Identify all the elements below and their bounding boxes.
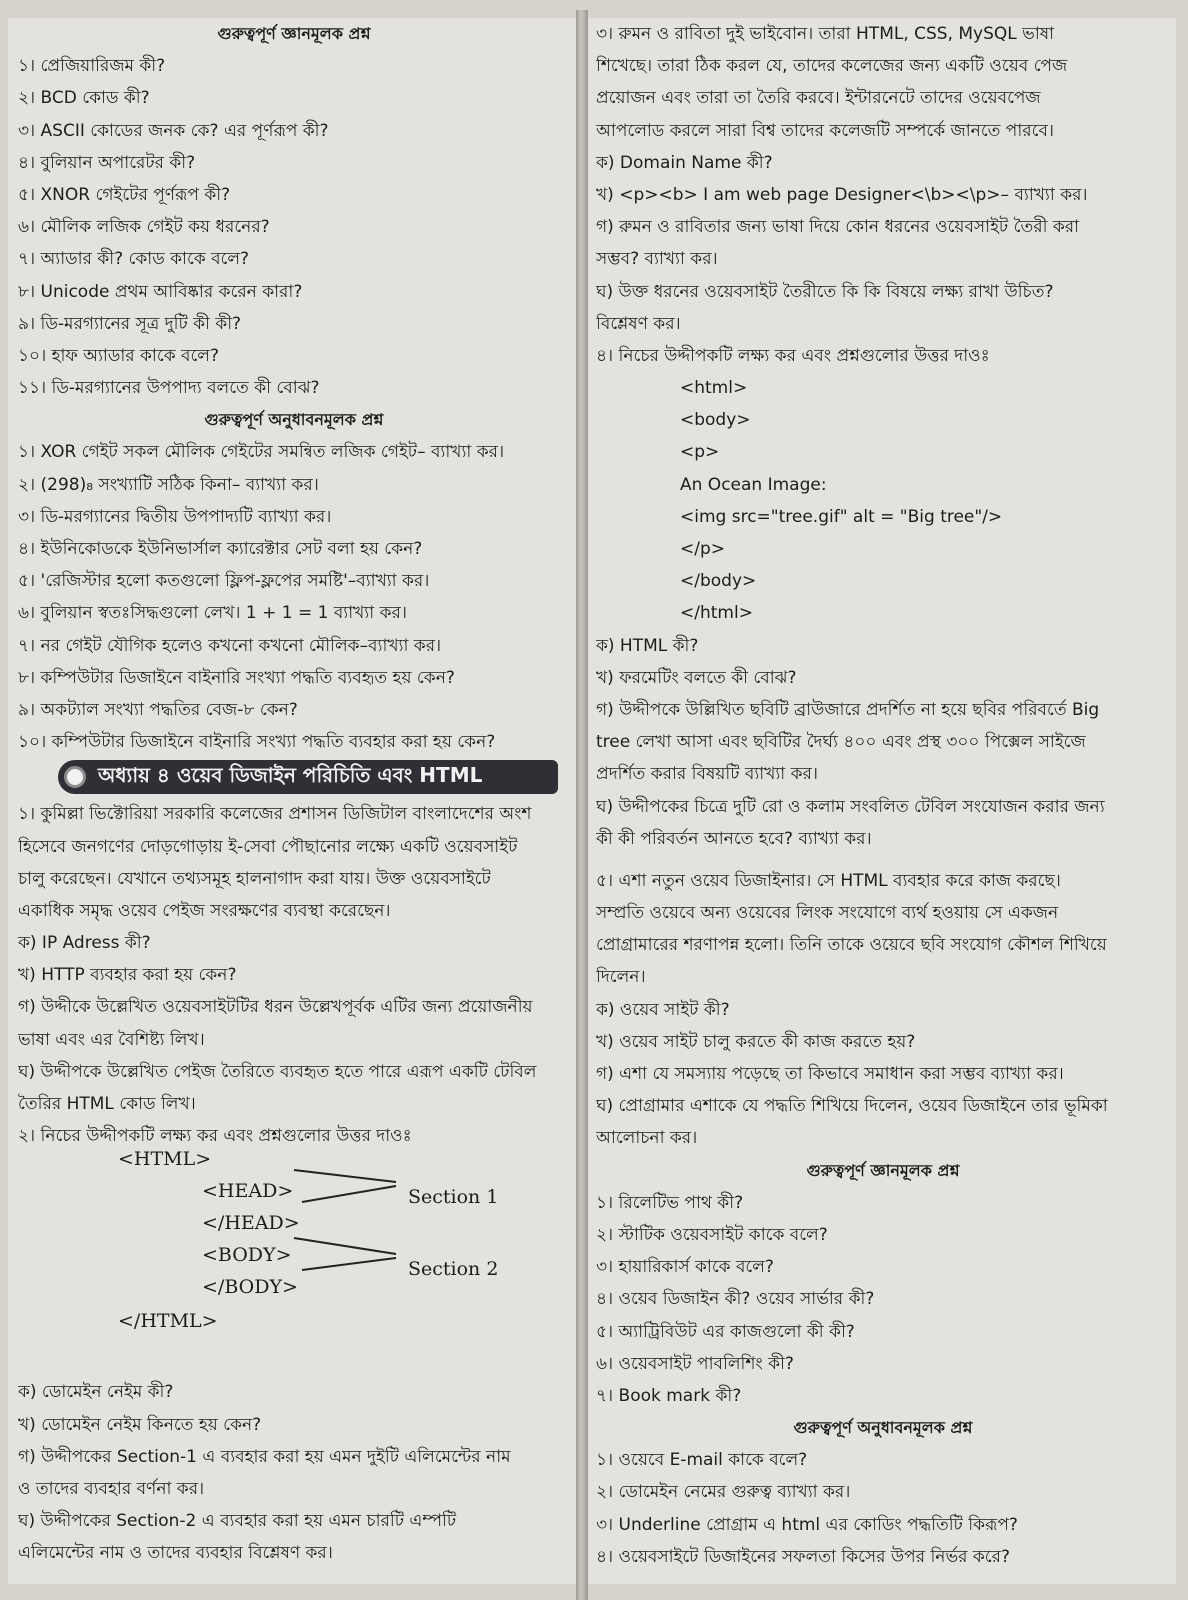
text-line: tree লেখা আসা এবং ছবিটির দৈর্ঘ্য ৪০০ এবং প্রস্থ ৩০০ পিক্সেল সাইজে [596,732,1086,753]
question-5 [596,865,1170,1155]
text-line: প্রোগ্রামারের শরণাপন্ন হলো। তিনি তাকে ওয়েবে ছবি সংযোগ কৌশল শিখিয়ে [596,935,1107,956]
text-line: ক) Domain Name কী? [596,152,773,173]
text-line: ৬। ওয়েবসাইট পাবলিশিং কী? [596,1353,794,1374]
text-line: গ) উদ্দীপকে উল্লিখিত ছবিটি ব্রাউজারে প্রদর্শিত না হয়ে ছবির পরিবর্তে Big [596,699,1100,720]
text-line: ১১। ডি-মরগ্যানের উপপাদ্য বলতে কী বোঝ? [18,378,320,399]
text-line: ২। (298)₈ সংখ্যাটি সঠিক কিনা– ব্যাখ্যা কর। [18,474,319,495]
text-line: ৭। নর গেইট যৌগিক হলেও কখনো কখনো মৌলিক–ব্যাখ্যা কর। [18,635,442,656]
text-line: ৩। রুমন ও রাবিতা দুই ভাইবোন। তারা HTML, CSS, MySQL ভাষা [596,24,1055,44]
diagram-html-close: </HTML> [118,1310,218,1333]
text-line: প্রদর্শিত করার বিষয়টি ব্যাখ্যা কর। [596,764,818,785]
text-line: ৯। অকট্যাল সংখ্যা পদ্ধতির বেজ-৮ কেন? [18,699,298,720]
text-line: ১। XOR গেইট সকল মৌলিক গেইটের সমন্বিত লজিক গেইট– ব্যাখ্যা কর। [18,442,505,463]
text-line: ৩। ASCII কোডের জনক কে? এর পূর্ণরূপ কী? [18,120,329,141]
text-line: ৪। নিচের উদ্দীপকটি লক্ষ্য কর এবং প্রশ্নগুলোর উত্তর দাওঃ [596,345,990,366]
text-line: ক) HTML কী? [596,635,699,656]
text-line: An Ocean Image: [680,474,827,495]
text-line: ক) ওয়েব সাইট কী? [596,999,730,1020]
chapter-title: অধ্যায় ৪ ওয়েব ডিজাইন পরিচিতি এবং HTML [98,762,483,787]
comprehension-heading-left: গুরুত্বপূর্ণ অনুধাবনমূলক প্রশ্ন [204,410,384,430]
diagram-head-close: </HEAD> [202,1212,300,1235]
html-structure-diagram [18,1148,570,1376]
text-line: ও তাদের ব্যবহার বর্ণনা কর। [18,1478,205,1499]
text-line: ৮। Unicode প্রথম আবিষ্কার করেন কারা? [18,281,303,302]
diagram-section-2-label: Section 2 [408,1258,499,1281]
diagram-head-open: <HEAD> [202,1180,294,1203]
diagram-body-open: <BODY> [202,1244,292,1267]
right-column [588,18,1176,1584]
diagram-section-1-label: Section 1 [408,1186,499,1209]
text-line: <body> [680,410,751,431]
comprehension-heading-right: গুরুত্বপূর্ণ অনুধাবনমূলক প্রশ্ন [793,1418,973,1438]
knowledge-heading-left: গুরুত্বপূর্ণ জ্ঞানমূলক প্রশ্ন [217,24,371,43]
text-line: ঘ) উক্ত ধরনের ওয়েবসাইট তৈরীতে কি কি বিষয়ে লক্ষ্য রাখা উচিত? [596,281,1054,302]
text-line: বিশ্লেষণ কর। [596,313,681,334]
text-line: আপলোড করলে সারা বিশ্ব তাদের কলেজটি সম্পর্কে জানতে পারবে। [596,120,1054,141]
text-line: ১০। কম্পিউটার ডিজাইনে বাইনারি সংখ্যা পদ্ধতি ব্যবহার করা হয় কেন? [18,732,496,753]
text-line: ২। BCD কোড কী? [18,88,150,109]
cropped-running-header [0,0,1188,10]
question-3 [596,18,1170,372]
text-line: গ) রুমন ও রাবিতার জন্য ভাষা দিয়ে কোন ধরনের ওয়েবসাইট তৈরী করা [596,217,1080,238]
text-line: খ) <p><b> I am web page Designer<\b><\p>– ব্যাখ্যা কর। [596,184,1088,205]
comprehension-list-right [596,1444,1170,1573]
text-line: শিখেছে। তারা ঠিক করল যে, তাদের কলেজের জন্য একটি ওয়েব পেজ [596,56,1068,77]
diagram-body-close: </BODY> [202,1276,298,1299]
text-line: গ) উদ্দীকে উল্লেখিত ওয়েবসাইটটির ধরন উল্লেখপূর্বক এটির জন্য প্রয়োজনীয় [18,997,533,1018]
text-line: কী কী পরিবর্তন আনতে হবে? ব্যাখ্যা কর। [596,828,872,849]
text-line: ২। ডোমেইন নেমের গুরুত্ব ব্যাখ্যা কর। [596,1482,851,1503]
text-line: </body> [680,571,757,592]
text-line: হিসেবে জনগণের দোড়গোড়ায় ই-সেবা পৌছানোর লক্ষ্যে একটি ওয়েবসাইট [18,836,518,857]
text-line: ৫। XNOR গেইটের পূর্ণরূপ কী? [18,184,231,205]
text-line: <html> [680,378,748,399]
text-line: ৩। ডি-মরগ্যানের দ্বিতীয় উপপাদ্যটি ব্যাখ্যা কর। [18,506,332,527]
question-1 [18,798,570,1120]
knowledge-list-right [596,1187,1170,1412]
text-line: ৫। এশা নতুন ওয়েব ডিজাইনার। সে HTML ব্যবহার করে কাজ করছে। [596,870,1061,891]
diagram-html-open: <HTML> [118,1148,212,1171]
text-line: ১। ওয়েবে E-mail কাকে বলে? [596,1450,808,1471]
text-line: তৈরির HTML কোড লিখ। [18,1094,196,1114]
text-line: <img src="tree.gif" alt = "Big tree"/> [680,506,1003,527]
text-line: ৫। 'রেজিস্টার হলো কতগুলো ফ্লিপ-ফ্লপের সমষ্টি'–ব্যাখ্যা কর। [18,571,430,592]
text-line: ৫। অ্যাট্রিবিউট এর কাজগুলো কী কী? [596,1321,855,1342]
text-line: ঘ) উদ্দীপকের চিত্রে দুটি রো ও কলাম সংবলিত টেবিল সংযোজন করার জন্য [596,796,1105,817]
text-line: ভাষা এবং এর বৈশিষ্ট্য লিখ। [18,1029,205,1050]
text-line: ৪। বুলিয়ান অপারেটর কী? [18,152,196,173]
left-column [8,18,576,1584]
text-line: ৩। হায়ারিকার্স কাকে বলে? [596,1257,774,1278]
text-line: ৪। ওয়েবসাইটে ডিজাইনের সফলতা কিসের উপর নির্ভর করে? [596,1546,1010,1567]
text-line: খ) ওয়েব সাইট চালু করতে কী কাজ করতে হয়? [596,1031,916,1052]
text-line: ঘ) প্রোগ্রামার এশাকে যে পদ্ধতি শিখিয়ে দিলেন, ওয়েব ডিজাইনে তার ভূমিকা [596,1096,1108,1117]
page-gutter [576,10,588,1600]
knowledge-heading-right: গুরুত্বপূর্ণ জ্ঞানমূলক প্রশ্ন [806,1160,960,1180]
text-line: ৪। ইউনিকোডকে ইউনিভার্সাল ক্যারেক্টার সেট বলা হয় কেন? [18,539,423,559]
question-2-parts [18,1376,570,1569]
text-line: খ) ডোমেইন নেইম কিনতে হয় কেন? [18,1414,262,1435]
text-line: ক) ডোমেইন নেইম কী? [18,1382,174,1403]
question-4-parts [596,630,1170,855]
bullet-circle-icon [64,766,86,788]
text-line: খ) ফরমেটিং বলতে কী বোঝ? [596,667,797,688]
text-line: ক) IP Adress কী? [18,933,151,954]
question-2-intro: ২। নিচের উদ্দীপকটি লক্ষ্য কর এবং প্রশ্নগুলোর উত্তর দাওঃ [18,1126,412,1147]
text-line: এলিমেন্টের নাম ও তাদের ব্যবহার বিশ্লেষণ কর। [18,1543,333,1564]
spacer [596,855,1170,865]
text-line: দিলেন। [596,967,646,988]
text-line: চালু করেছেন। যেখানে তথ্যসমূহ হালনাগাদ করা যায়। উক্ত ওয়েবসাইটে [18,868,491,889]
comprehension-list-left [18,436,570,758]
text-line: গ) উদ্দীপকের Section-1 এ ব্যবহার করা হয় এমন দুইটি এলিমেন্টের নাম [18,1446,511,1467]
text-line: ১। কুমিল্লা ভিক্টোরিয়া সরকারি কলেজের প্রশাসন ডিজিটাল বাংলাদেশের অংশ [18,804,532,825]
text-line: ৪। ওয়েব ডিজাইন কী? ওয়েব সার্ভার কী? [596,1289,875,1310]
knowledge-list-left [18,50,570,404]
text-line: গ) এশা যে সমস্যায় পড়েছে তা কিভাবে সমাধান করা সম্ভব ব্যাখ্যা কর। [596,1064,1064,1084]
chapter-banner [58,760,558,794]
text-line: সম্ভব? ব্যাখ্যা কর। [596,249,718,270]
text-line: ২। স্টাটিক ওয়েবসাইট কাকে বলে? [596,1224,828,1245]
text-line: ৯। ডি-মরগ্যানের সূত্র দুটি কী কী? [18,313,242,334]
text-line: একাধিক সমৃদ্ধ ওয়েব পেইজ সংরক্ষণের ব্যবস্থা করেছেন। [18,900,391,921]
text-line: প্রয়োজন এবং তারা তা তৈরি করবে। ইন্টারনেটে তাদের ওয়েবপেজ [596,88,1041,109]
text-line: ১। প্রেজিয়ারিজম কী? [18,56,166,77]
text-line: <p> [680,442,720,463]
text-line: ঘ) উদ্দীপকে উল্লেখিত পেইজ তৈরিতে ব্যবহৃত হতে পারে এরূপ একটি টেবিল [18,1061,537,1082]
text-line: ৭। অ্যাডার কী? কোড কাকে বলে? [18,249,250,270]
text-line: ৮। কম্পিউটার ডিজাইনে বাইনারি সংখ্যা পদ্ধতি ব্যবহৃত হয় কেন? [18,667,455,688]
text-line: ৬। বুলিয়ান স্বতঃসিদ্ধগুলো লেখ। 1 + 1 = 1 ব্যাখ্যা কর। [18,603,407,624]
text-line: ৩। Underline প্রোগ্রাম এ html এর কোডিং পদ্ধতিটি কিরূপ? [596,1514,1018,1535]
text-line: </html> [680,603,753,624]
text-line: আলোচনা কর। [596,1128,698,1149]
code-snippet [596,372,1170,630]
text-line: ৬। মৌলিক লজিক গেইট কয় ধরনের? [18,217,270,238]
text-line: ৭। Book mark কী? [596,1385,742,1406]
text-line: খ) HTTP ব্যবহার করা হয় কেন? [18,965,237,986]
text-line: </p> [680,539,726,559]
text-line: ১। রিলেটিভ পাথ কী? [596,1192,744,1213]
text-line: ১০। হাফ অ্যাডার কাকে বলে? [18,345,219,366]
text-line: সম্প্রতি ওয়েবে অন্য ওয়েবের লিংক সংযোগে ব্যর্থ হওয়ায় সে একজন [596,903,1059,924]
text-line: ঘ) উদ্দীপকের Section-2 এ ব্যবহার করা হয় এমন চারটি এম্পটি [18,1511,457,1532]
